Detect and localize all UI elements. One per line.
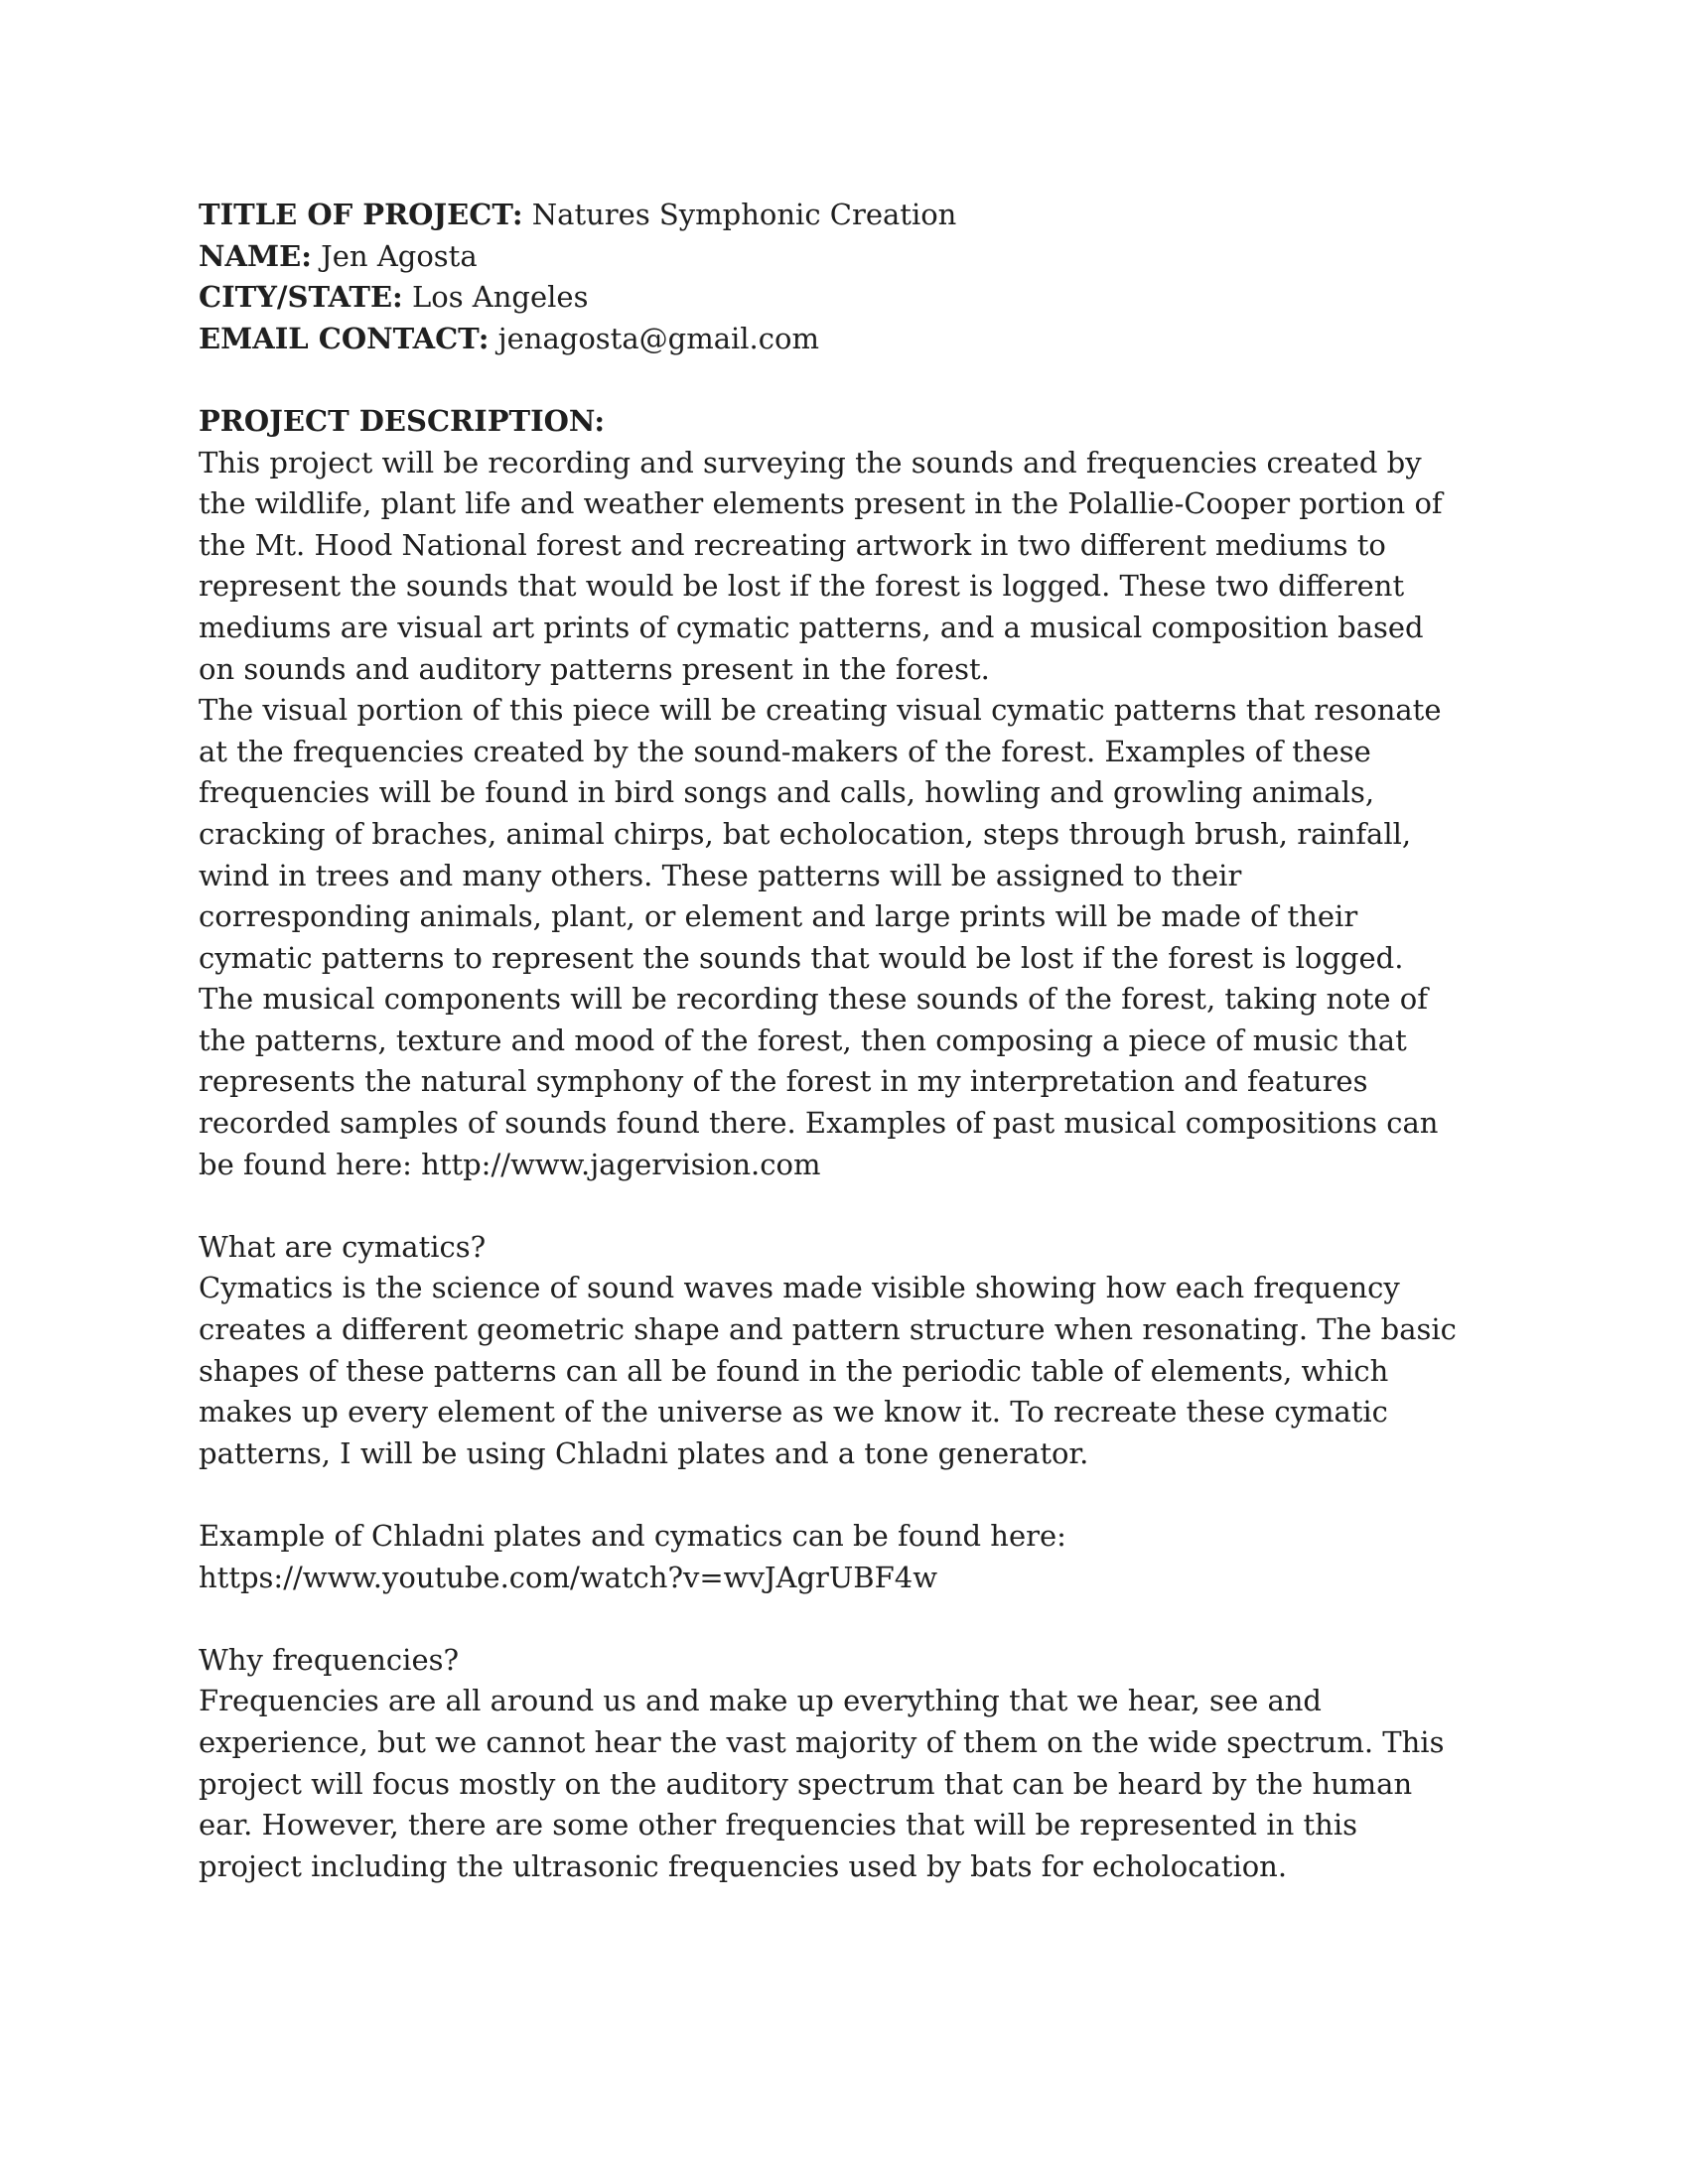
frequencies-line: experience, but we cannot hear the vast majority of them on the wide spectrum. This: [199, 1724, 1445, 1759]
description-line-with-link[interactable]: be found here: http://www.jagervision.com: [199, 1147, 821, 1181]
cymatics-section: [199, 1227, 1489, 1475]
cymatics-line: makes up every element of the universe as we know it. To recreate these cymatic: [199, 1395, 1388, 1430]
cymatics-line: patterns, I will be using Chladni plates and a tone generator.: [199, 1435, 1089, 1470]
description-line: cymatic patterns to represent the sounds that would be lost if the forest is logged.: [199, 940, 1404, 975]
example-section: [199, 1516, 1489, 1598]
name-value: Jen Agosta: [311, 238, 478, 273]
spacer: [199, 1598, 1489, 1640]
description-heading: PROJECT DESCRIPTION:: [199, 403, 606, 438]
name-row: [199, 236, 1489, 278]
description-line: the wildlife, plant life and weather elements present in the Polallie-Cooper portion of: [199, 486, 1443, 521]
description-line: at the frequencies created by the sound-makers of the forest. Examples of these: [199, 734, 1371, 768]
document-page: [199, 195, 1489, 1887]
frequencies-section: [199, 1640, 1489, 1888]
email-value: jenagosta@gmail.com: [489, 321, 819, 355]
description-line: the Mt. Hood National forest and recreating artwork in two different mediums to: [199, 527, 1386, 562]
description-line: cracking of braches, animal chirps, bat echolocation, steps through brush, rainfall,: [199, 816, 1412, 851]
email-label: EMAIL CONTACT:: [199, 321, 490, 355]
description-line: mediums are visual art prints of cymatic patterns, and a musical composition based: [199, 610, 1424, 644]
spacer: [199, 1185, 1489, 1227]
spacer: [199, 359, 1489, 401]
description-line: The musical components will be recording these sounds of the forest, taking note of: [199, 982, 1428, 1017]
description-line: corresponding animals, plant, or element and large prints will be made of their: [199, 899, 1358, 934]
title-value: Natures Symphonic Creation: [522, 198, 957, 231]
description-section: [199, 401, 1489, 1185]
description-line: represent the sounds that would be lost if the forest is logged. These two different: [199, 569, 1405, 604]
cymatics-question: What are cymatics?: [199, 1229, 487, 1264]
spacer: [199, 1474, 1489, 1516]
description-line: the patterns, texture and mood of the forest, then composing a piece of music that: [199, 1023, 1407, 1057]
title-row: [199, 195, 1489, 236]
description-line: frequencies will be found in bird songs and calls, howling and growling animals,: [199, 775, 1375, 810]
description-line: The visual portion of this piece will be creating visual cymatic patterns that resonate: [199, 693, 1442, 728]
city-label: CITY/STATE:: [199, 280, 403, 315]
frequencies-line: Frequencies are all around us and make up everything that we hear, see and: [199, 1684, 1322, 1718]
frequencies-line: project will focus mostly on the auditory spectrum that can be heard by the human: [199, 1766, 1413, 1801]
cymatics-line: creates a different geometric shape and pattern structure when resonating. The basic: [199, 1312, 1457, 1347]
title-label: TITLE OF PROJECT:: [199, 198, 523, 231]
description-line: recorded samples of sounds found there. Examples of past musical compositions can: [199, 1106, 1439, 1141]
header-block: [199, 195, 1489, 359]
name-label: NAME:: [199, 238, 312, 273]
email-row: [199, 319, 1489, 360]
frequencies-line: project including the ultrasonic frequencies used by bats for echolocation.: [199, 1848, 1288, 1883]
description-line: represents the natural symphony of the forest in my interpretation and features: [199, 1064, 1368, 1099]
city-value: Los Angeles: [402, 280, 589, 315]
description-line: wind in trees and many others. These patterns will be assigned to their: [199, 858, 1242, 892]
cymatics-line: Cymatics is the science of sound waves made visible showing how each frequency: [199, 1271, 1400, 1305]
description-line: on sounds and auditory patterns present in the forest.: [199, 651, 990, 686]
description-line: This project will be recording and surveying the sounds and frequencies created by: [199, 445, 1422, 479]
example-link[interactable]: https://www.youtube.com/watch?v=wvJAgrUBF4w: [199, 1560, 938, 1594]
frequencies-line: ear. However, there are some other frequencies that will be represented in this: [199, 1808, 1357, 1843]
city-row: [199, 277, 1489, 319]
cymatics-line: shapes of these patterns can all be found in the periodic table of elements, which: [199, 1353, 1389, 1388]
example-line: Example of Chladni plates and cymatics can be found here:: [199, 1519, 1066, 1553]
frequencies-question: Why frequencies?: [199, 1642, 460, 1677]
